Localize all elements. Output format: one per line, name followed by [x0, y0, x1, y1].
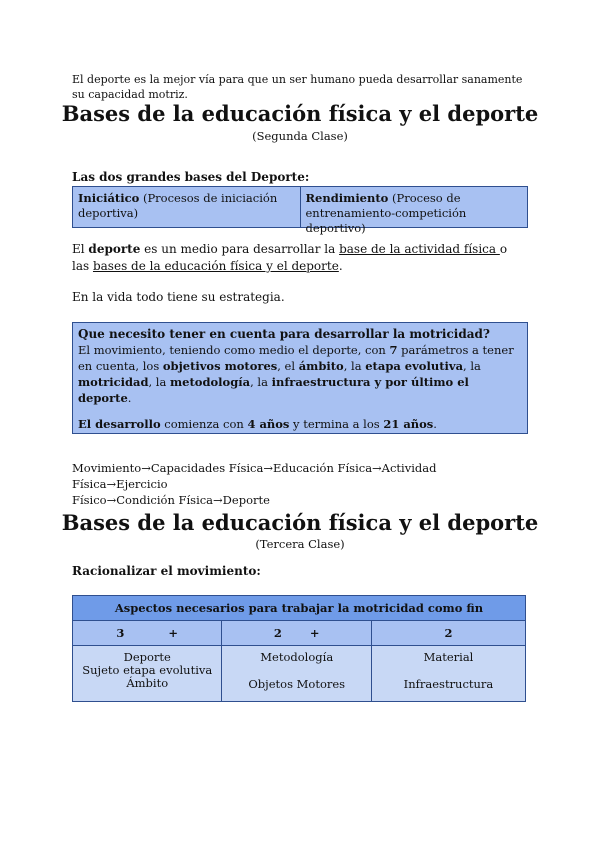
aspect-item: Ámbito — [126, 676, 169, 690]
text-run: , la — [463, 359, 481, 373]
text-run: . — [338, 259, 343, 273]
aspect-item: Material — [423, 650, 474, 664]
base-iniciatico — [73, 187, 300, 227]
section1-subtitle: (Segunda Clase) — [252, 129, 348, 143]
text-run: o las — [72, 242, 508, 273]
count-cell — [371, 621, 525, 646]
chain-line: Movimiento→Capacidades Física→Educación Física→Actividad Física→Ejercicio — [72, 461, 437, 491]
bases-label: Las dos grandes bases del Deporte: — [72, 170, 310, 184]
text-run: parámetros a tener en cuenta, los — [78, 343, 514, 373]
aspect-item: Infraestructura — [403, 677, 494, 691]
base-name: Iniciático — [78, 191, 140, 205]
aspect-item: Deporte — [123, 650, 171, 664]
aspects-cell-2 — [222, 646, 371, 702]
movement-chain — [72, 460, 528, 508]
chain-line: Físico→Condición Física→Deporte — [72, 493, 270, 507]
box-question: Que necesito tener en cuenta para desarrollar la motricidad? — [78, 327, 490, 341]
count-value: 3 — [116, 626, 125, 640]
aspect-item: Metodología — [260, 650, 334, 664]
text-run: . — [433, 417, 437, 431]
box-body — [78, 342, 522, 406]
text-run: , la — [250, 375, 272, 389]
text-run: motricidad — [78, 375, 149, 389]
text-run: 7 — [389, 343, 398, 357]
text-run: 4 años — [247, 417, 290, 431]
aspects-cell-1 — [73, 646, 222, 702]
text-run: ámbito — [298, 359, 344, 373]
count-cell — [73, 621, 222, 646]
deporte-paragraph — [72, 241, 528, 275]
section2-title: Bases de la educación física y el deporte — [61, 510, 539, 535]
text-run: El desarrollo — [78, 417, 161, 431]
text-run: etapa evolutiva — [365, 359, 464, 373]
count-cell — [222, 621, 371, 646]
text-run: metodología — [170, 375, 251, 389]
motricidad-box — [72, 322, 528, 434]
aspects-table — [72, 595, 526, 702]
text-run: , el — [277, 359, 299, 373]
text-run: , la — [343, 359, 366, 373]
bases-table — [72, 186, 528, 235]
text-run: El movimiento, teniendo como medio el deporte, con — [78, 343, 390, 357]
aspect-item: Sujeto etapa evolutiva — [82, 663, 213, 677]
aspects-numbers-row — [73, 621, 526, 646]
aspects-table-header: Aspectos necesarios para trabajar la motricidad como fin — [73, 596, 526, 621]
base-desc: (Proceso de entrenamiento-competición deportivo) — [305, 191, 467, 235]
base-name: Rendimiento — [305, 191, 389, 205]
aspects-values-row — [73, 646, 526, 702]
racionalizar-label: Racionalizar el movimiento: — [72, 564, 261, 578]
underlined-run: bases de la educación física y el deporte — [92, 259, 339, 273]
text-run: , la — [148, 375, 170, 389]
section2-subtitle: (Tercera Clase) — [255, 537, 345, 551]
text-run: y termina a los — [289, 417, 384, 431]
intro-text: El deporte es la mejor vía para que un ser humano pueda desarrollar sanamente su capacidad motriz. — [72, 73, 523, 101]
text-run: comienza con — [160, 417, 248, 431]
text-run: infraestructura y por último el deporte — [78, 375, 469, 405]
strategy-paragraph: En la vida todo tiene su estrategia. — [72, 290, 285, 304]
base-desc: (Procesos de iniciación deportiva) — [78, 191, 278, 220]
text-run: deporte — [88, 242, 141, 256]
text-run: objetivos motores — [162, 359, 278, 373]
plus-sign: + — [168, 626, 179, 640]
count-value: 2 — [273, 626, 282, 640]
text-run: es un medio para desarrollar la — [140, 242, 340, 256]
text-run: 21 años — [383, 417, 434, 431]
underlined-run: base de la actividad física — [339, 242, 500, 256]
box-development — [78, 416, 522, 432]
count-value: 2 — [444, 626, 453, 640]
section1-title: Bases de la educación física y el deporte — [61, 101, 539, 126]
aspect-item: Objetos Motores — [248, 677, 346, 691]
text-run: El — [72, 242, 89, 256]
text-run: . — [127, 391, 132, 405]
aspects-cell-3 — [371, 646, 525, 702]
base-rendimiento — [300, 187, 528, 235]
plus-sign: + — [309, 626, 320, 640]
